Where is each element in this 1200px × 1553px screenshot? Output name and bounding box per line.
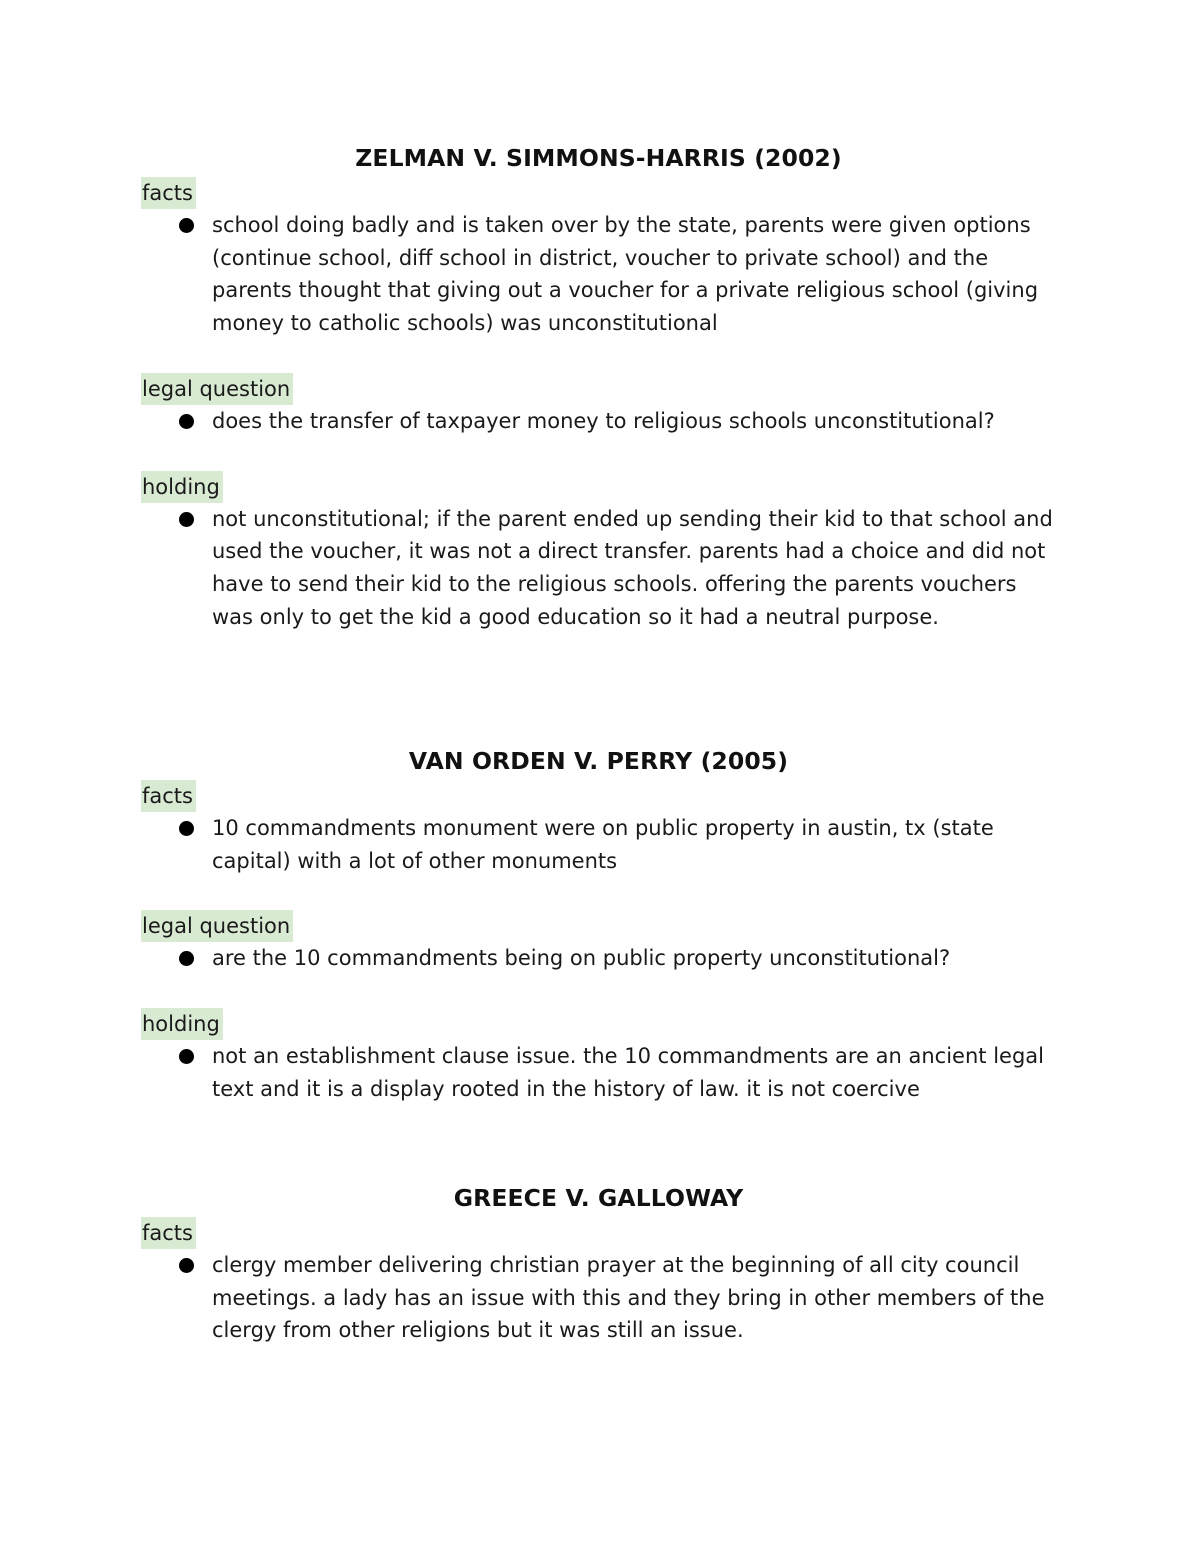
bullet-list: [141, 209, 1056, 340]
section-holding: [141, 1008, 1056, 1105]
section-label-facts: facts: [141, 1217, 196, 1249]
bullet-list: [141, 1040, 1056, 1105]
section-label-holding: holding: [141, 471, 223, 503]
bullet-text: not unconstitutional; if the parent ended up sending their kid to that school and used the voucher, it was not a direct transfer. parents had a choice and did not have to send their kid to the religious schools. offering the parents vouchers was only to get the kid a good education so it had a neutral purpose.: [212, 506, 1053, 629]
section-label-holding: holding: [141, 1008, 223, 1040]
section-label-facts: facts: [141, 177, 196, 209]
bullet-dot-icon: [179, 512, 194, 527]
case-greece: [141, 1183, 1056, 1347]
bullet-item: [141, 405, 1056, 438]
bullet-item: [141, 942, 1056, 975]
bullet-item: [141, 1249, 1056, 1347]
bullet-item: [141, 503, 1056, 634]
bullet-item: [141, 812, 1056, 877]
bullet-text: are the 10 commandments being on public property unconstitutional?: [212, 946, 951, 971]
bullet-dot-icon: [179, 218, 194, 233]
bullet-list: [141, 942, 1056, 975]
section-facts: [141, 177, 1056, 340]
bullet-text: clergy member delivering christian prayer at the beginning of all city council meetings. a lady has an issue with this and they bring in other members of the clergy from other religions but it was still an issue.: [212, 1253, 1045, 1343]
case-title: ZELMAN V. SIMMONS-HARRIS (2002): [355, 144, 842, 172]
bullet-text: not an establishment clause issue. the 10 commandments are an ancient legal text and it is a display rooted in the history of law. it is not coercive: [212, 1044, 1044, 1101]
bullet-list: [141, 503, 1056, 634]
section-label-facts: facts: [141, 780, 196, 812]
section-label-legal-question: legal question: [141, 910, 293, 942]
bullet-list: [141, 1249, 1056, 1347]
bullet-list: [141, 405, 1056, 438]
bullet-item: [141, 1040, 1056, 1105]
bullet-dot-icon: [179, 821, 194, 836]
bullet-dot-icon: [179, 951, 194, 966]
bullet-text: school doing badly and is taken over by the state, parents were given options (continue school, diff school in district, voucher to private school) and the parents thought that giving out a voucher for a private religious school (giving money to catholic schools) was unconstitutional: [212, 213, 1039, 336]
bullet-dot-icon: [179, 414, 194, 429]
bullet-list: [141, 812, 1056, 877]
case-zelman: [141, 143, 1056, 633]
case-van-orden: [141, 746, 1056, 1106]
section-facts: [141, 780, 1056, 877]
section-facts: [141, 1217, 1056, 1347]
bullet-text: 10 commandments monument were on public property in austin, tx (state capital) with a lot of other monuments: [212, 816, 994, 873]
section-legal-question: [141, 373, 1056, 438]
bullet-item: [141, 209, 1056, 340]
section-holding: [141, 471, 1056, 634]
bullet-dot-icon: [179, 1049, 194, 1064]
section-legal-question: [141, 910, 1056, 975]
case-title: VAN ORDEN V. PERRY (2005): [408, 747, 789, 775]
bullet-dot-icon: [179, 1258, 194, 1273]
section-label-legal-question: legal question: [141, 373, 293, 405]
bullet-text: does the transfer of taxpayer money to religious schools unconstitutional?: [212, 408, 995, 433]
case-title: GREECE V. GALLOWAY: [453, 1184, 744, 1212]
